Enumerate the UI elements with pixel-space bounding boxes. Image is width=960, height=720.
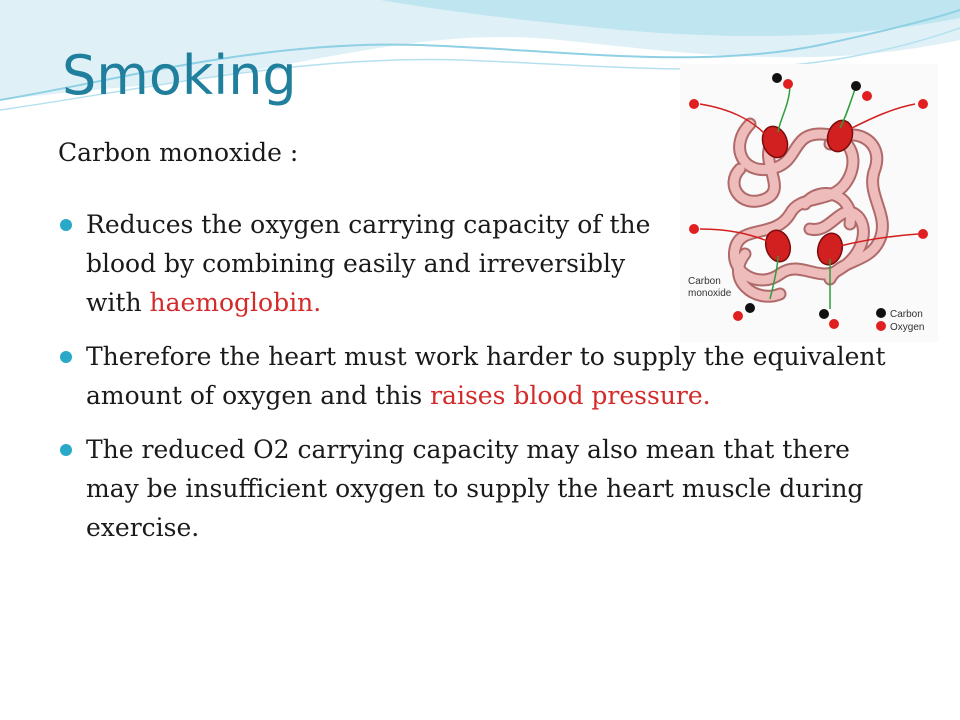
bullet-highlight: raises blood pressure. bbox=[430, 381, 711, 410]
bullet-text: The reduced O2 carrying capacity may also mean that there may be insufficient oxygen to supply the heart muscle during exercise. bbox=[86, 435, 864, 542]
legend-carbon-swatch bbox=[876, 308, 886, 318]
bullet-dot-icon bbox=[60, 219, 72, 231]
legend-oxygen-label: Oxygen bbox=[890, 322, 925, 333]
bullet-item bbox=[60, 337, 900, 415]
figure-label-line2: monoxide bbox=[688, 288, 732, 299]
bullet-text: Reduces the oxygen carrying capacity of the blood by combining easily and irreversibly with bbox=[86, 210, 651, 317]
legend-oxygen-swatch bbox=[876, 321, 886, 331]
bullet-dot-icon bbox=[60, 444, 72, 456]
bullet-item bbox=[60, 430, 900, 547]
bullet-dot-icon bbox=[60, 351, 72, 363]
bullet-item bbox=[60, 205, 676, 322]
figure-label-line1: Carbon bbox=[688, 276, 721, 287]
bullet-text: Therefore the heart must work harder to supply the equivalent amount of oxygen and this bbox=[86, 342, 886, 410]
haemoglobin-diagram bbox=[680, 64, 938, 342]
intro-text: Carbon monoxide : bbox=[58, 138, 299, 167]
bullet-highlight: haemoglobin. bbox=[149, 288, 322, 317]
slide-title: Smoking bbox=[62, 44, 297, 107]
legend-carbon-label: Carbon bbox=[890, 309, 923, 320]
